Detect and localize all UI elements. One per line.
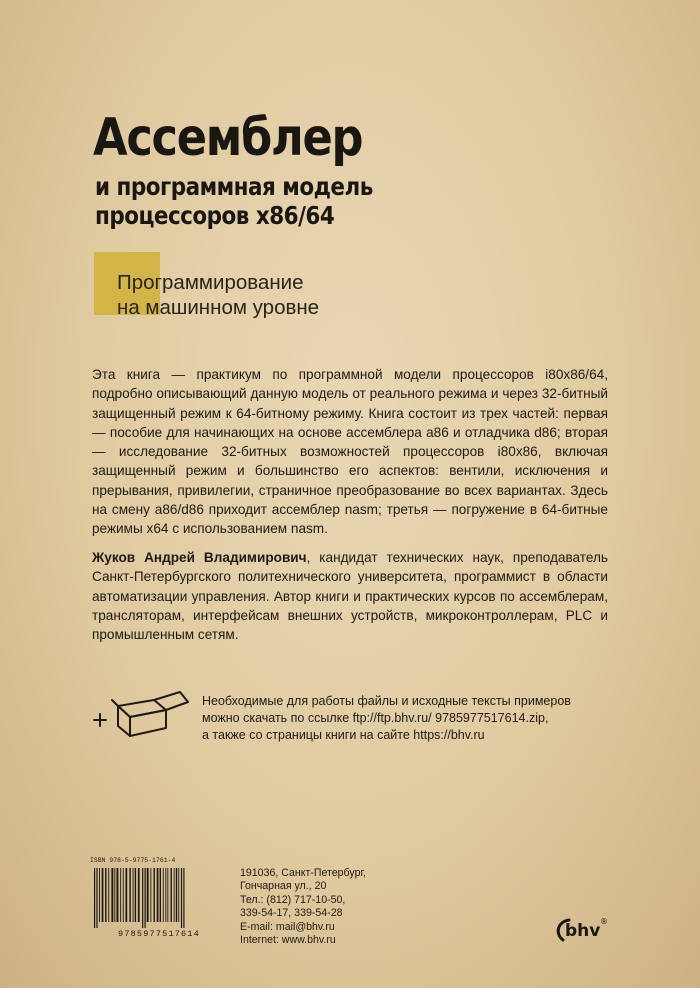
- barcode-bar: [117, 868, 119, 922]
- address-line: Гончарная ул., 20: [240, 880, 327, 893]
- address-line: E-mail: mail@bhv.ru: [240, 920, 335, 933]
- barcode-bar: [145, 868, 146, 928]
- barcode-digits: 9785977517614: [118, 929, 200, 938]
- author-info: [92, 548, 608, 644]
- barcode-bar: [165, 868, 166, 922]
- barcode-bar: [105, 868, 106, 922]
- barcode-bar: [133, 868, 134, 922]
- download-line: Необходимые для работы файлы и исходные тексты примеров: [202, 694, 571, 708]
- barcode-bar: [102, 868, 104, 922]
- barcode-bar: [178, 868, 179, 922]
- subtitle-line: и программная модель: [95, 172, 373, 201]
- address-line: Internet: www.bhv.ru: [240, 934, 336, 947]
- barcode-bar: [96, 868, 97, 928]
- series-name: [117, 270, 319, 320]
- barcode-bar: [154, 868, 155, 922]
- barcode-bar: [138, 868, 140, 922]
- isbn-label: ISBN 978-5-9775-1761-4: [90, 857, 176, 864]
- author-bio: , кандидат технических наук, преподаватель Санкт-Петербургского политехнического университета, программист в области автоматизации управления. Автор книги и практических курсов по ассемблерам, трансляторам, интерфейсам внешних устройств, микроконтроллерам, PLC и промышленным сетям.: [92, 550, 609, 643]
- download-line: а также со страницы книги на сайте https://bhv.ru: [202, 728, 485, 743]
- barcode-bar: [157, 868, 159, 922]
- barcode-bar: [111, 868, 113, 922]
- publisher-address: [240, 867, 366, 947]
- author-name: Жуков Андрей Владимирович: [92, 550, 307, 565]
- box-plus-icon: [90, 688, 200, 740]
- barcode-bar: [142, 868, 143, 928]
- barcode-bar: [150, 868, 151, 922]
- barcode-bar: [114, 868, 115, 922]
- barcode-bar: [120, 868, 121, 922]
- download-line: можно скачать по ссылке ftp://ftp.bhv.ru/ 9785977517614.zip,: [202, 711, 549, 726]
- subtitle-line: процессоров x86/64: [95, 201, 335, 230]
- address-line: 191036, Санкт-Петербург,: [240, 867, 366, 879]
- barcode-bar: [147, 868, 149, 922]
- book-title: Ассемблер: [93, 108, 363, 168]
- barcode-bar: [174, 868, 175, 922]
- address-line: Тел.: (812) 717-10-50,: [240, 893, 346, 906]
- barcode-bar: [176, 868, 177, 922]
- barcode-bar: [123, 868, 124, 922]
- book-subtitle: [95, 172, 373, 230]
- logo-registered-mark: ®: [600, 917, 608, 926]
- logo-text: bhv: [565, 921, 601, 941]
- barcode-bar: [183, 868, 184, 928]
- barcode-bar: [99, 868, 100, 922]
- barcode-bar: [129, 868, 130, 922]
- barcode-bar: [126, 868, 128, 922]
- download-info: [202, 693, 571, 745]
- series-line: Программирование: [117, 271, 304, 294]
- barcode-bar: [167, 868, 168, 922]
- barcode-bar: [108, 868, 109, 922]
- bhv-logo: [553, 912, 609, 944]
- barcode-bar: [160, 868, 161, 922]
- barcode-bar: [181, 868, 182, 928]
- isbn-barcode: [90, 866, 228, 938]
- barcode-bar: [171, 868, 172, 922]
- address-line: 339-54-17, 339-54-28: [240, 907, 343, 920]
- series-line: на машинном уровне: [117, 296, 320, 319]
- barcode-bar: [94, 868, 95, 928]
- book-annotation: Эта книга — практикум по программной модели процессоров i80x86/64, подробно описывающий данную модель от реального режима и через 32-битный защищенный режим к 64-битному режиму. Книга состоит из трех частей: первая — пособие для начинающих на основе ассемблера a86 и отладчика d86; вторая — исследование 32-битных возможностей процессоров i80x86, включая защищенный режим и большинство его аспектов: вентили, исключения и прерывания, привилегии, страничное преобразование во всех вариантах. Здесь на смену a86/d86 приходит ассемблер nasm; третья — погружение в 64-битные режимы x64 с использованием nasm.: [92, 367, 608, 537]
- barcode-bar: [163, 868, 164, 922]
- barcode-bar: [135, 868, 136, 922]
